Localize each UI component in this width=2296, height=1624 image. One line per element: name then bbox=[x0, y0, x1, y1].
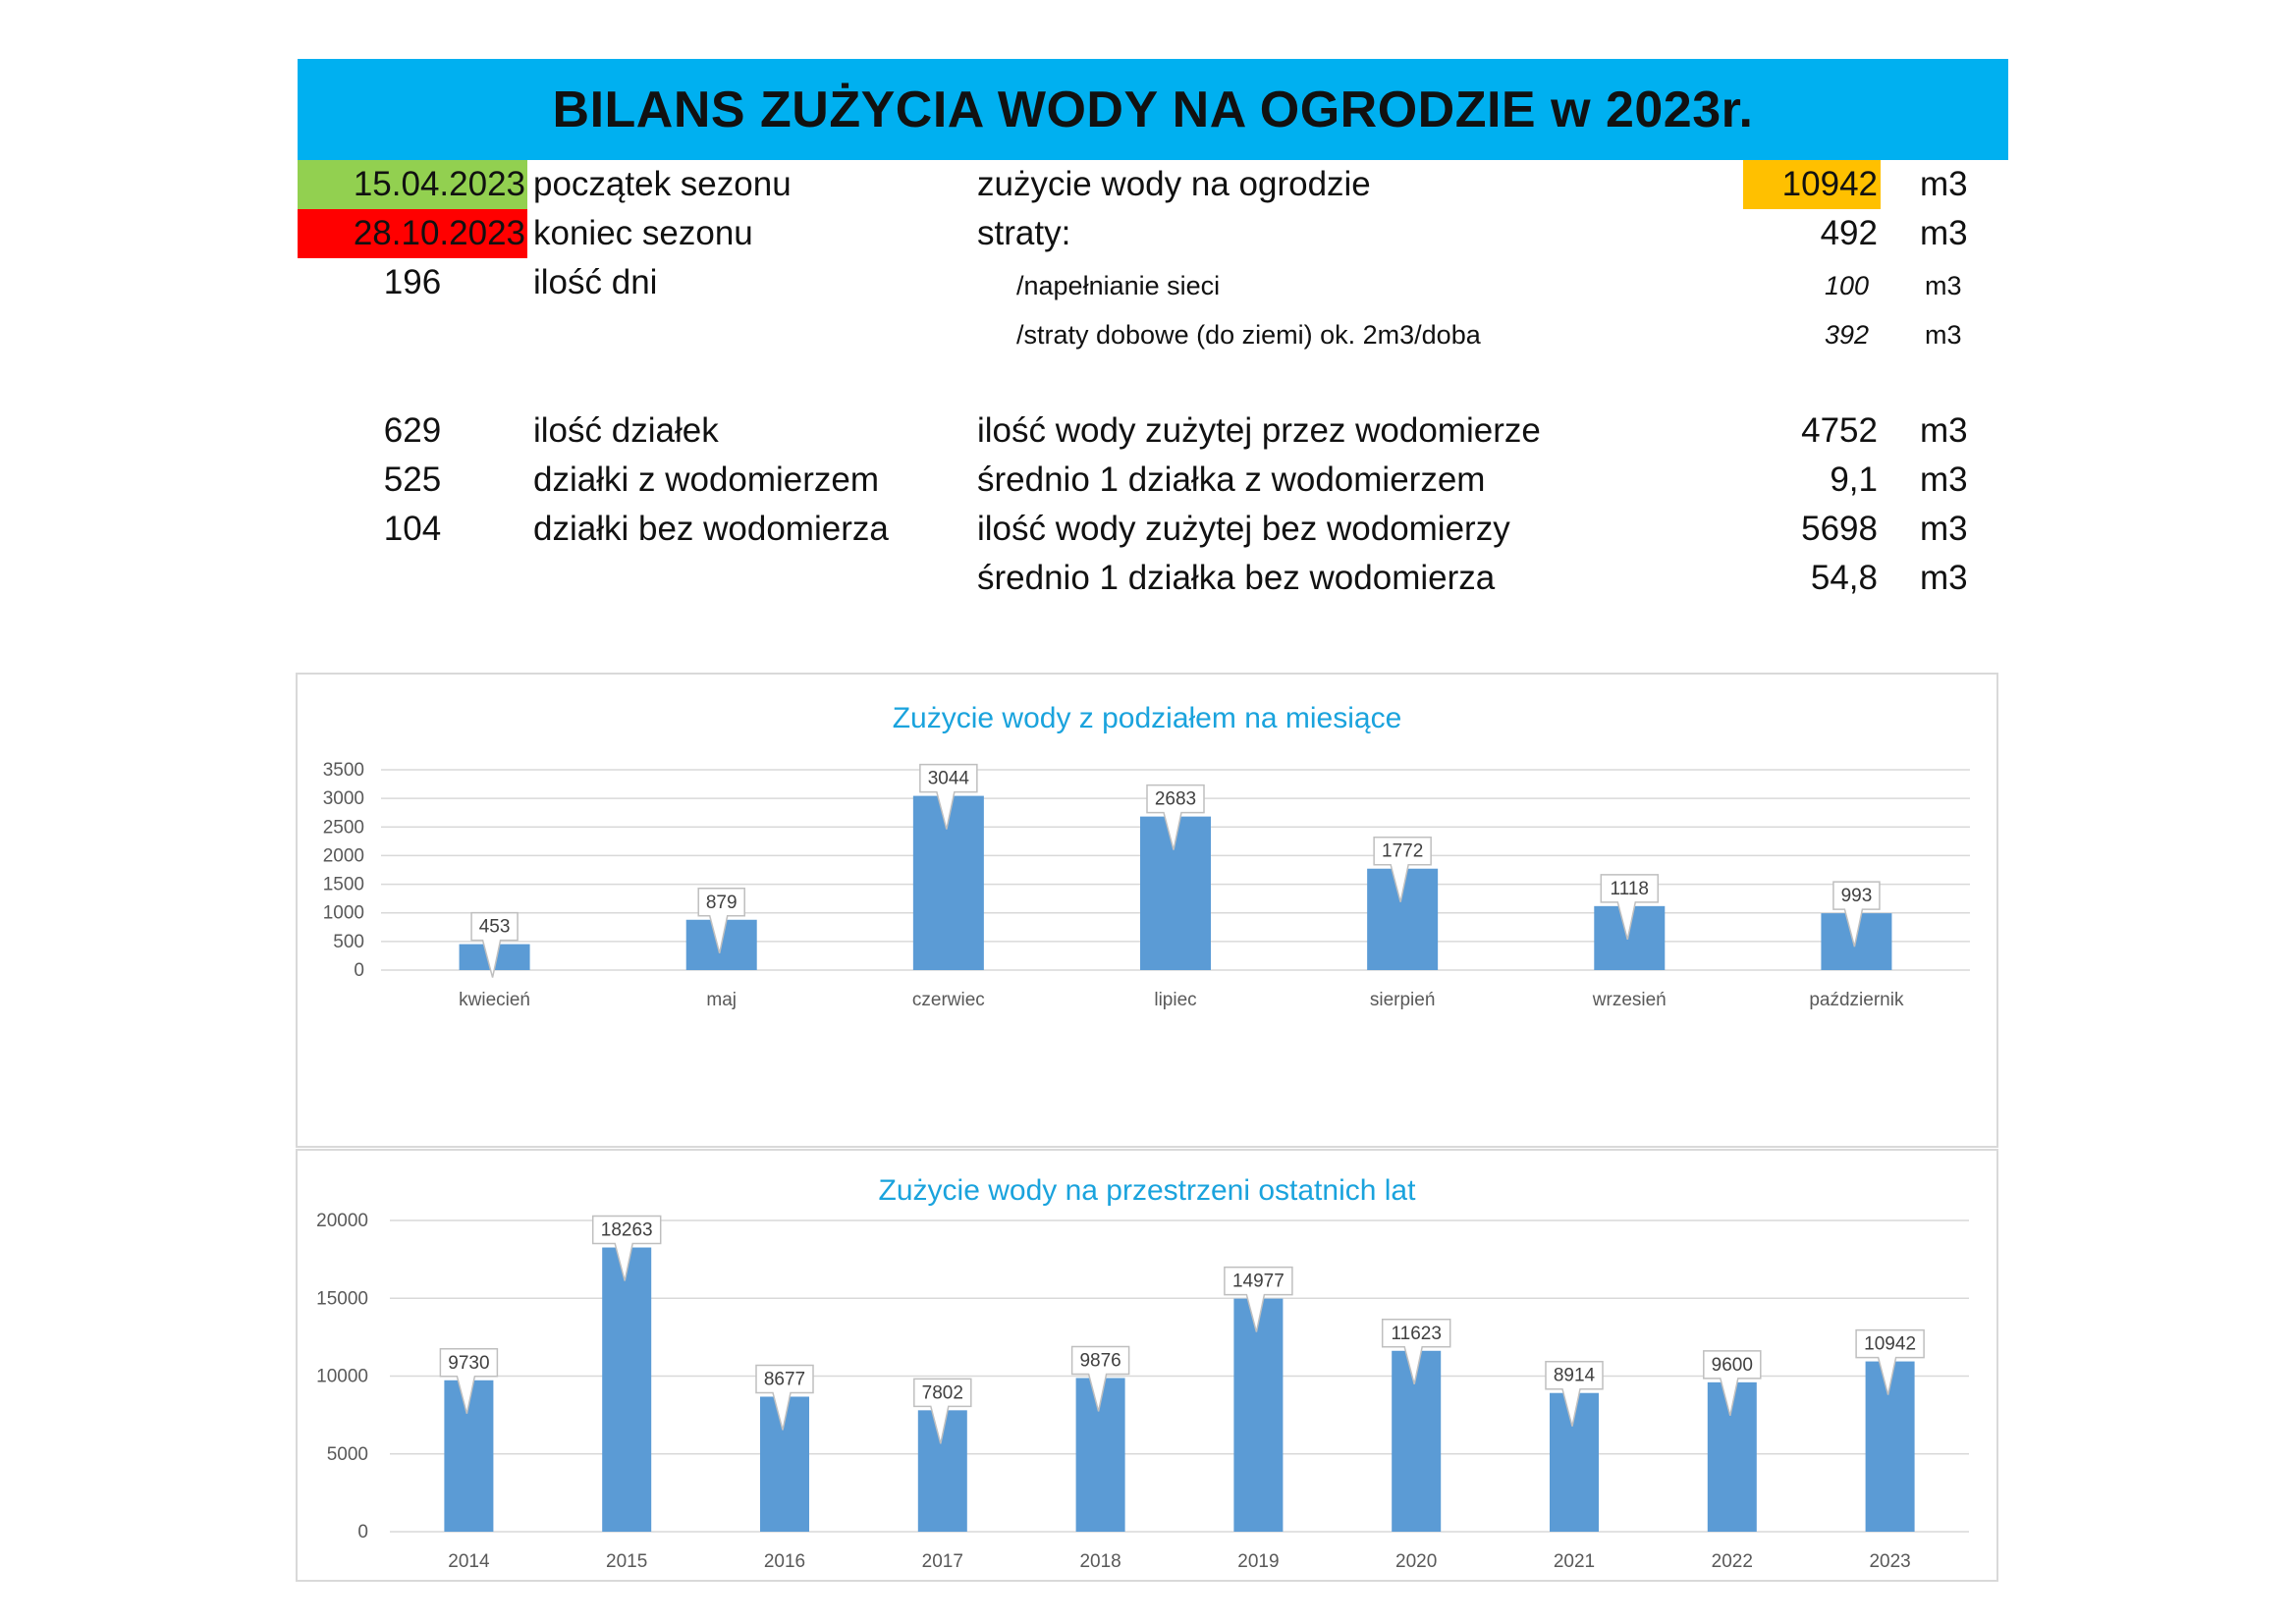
yearly-chart-data-label: 9730 bbox=[448, 1352, 490, 1374]
metered-plots-value: 525 bbox=[383, 460, 442, 499]
page-title: BILANS ZUŻYCIA WODY NA OGRODZIE w 2023r. bbox=[552, 81, 1754, 138]
network-fill-unit: m3 bbox=[1925, 271, 1962, 300]
monthly-chart-data-label: 3044 bbox=[927, 768, 969, 789]
days-value: 196 bbox=[383, 263, 442, 301]
yearly-chart-y-tick: 15000 bbox=[316, 1288, 368, 1310]
garden-usage-unit: m3 bbox=[1920, 165, 1968, 203]
yearly-chart-data-label: 7802 bbox=[921, 1382, 963, 1404]
season-end-label: koniec sezonu bbox=[533, 214, 753, 252]
unmetered-usage-unit: m3 bbox=[1920, 510, 1968, 548]
avg-unmetered-label: średnio 1 działka bez wodomierza bbox=[977, 559, 1496, 597]
unmetered-usage-value: 5698 bbox=[1801, 510, 1878, 548]
daily-losses-value: 392 bbox=[1824, 320, 1869, 350]
metered-usage-value: 4752 bbox=[1801, 411, 1878, 450]
monthly-chart-y-tick: 1000 bbox=[322, 902, 364, 924]
metered-usage-unit: m3 bbox=[1920, 411, 1968, 450]
yearly-chart-x-tick: 2020 bbox=[1395, 1551, 1438, 1572]
monthly-chart-x-tick: sierpień bbox=[1369, 990, 1436, 1010]
monthly-usage-chart-svg bbox=[298, 675, 1996, 1146]
monthly-chart-y-tick: 2000 bbox=[322, 845, 364, 867]
days-label: ilość dni bbox=[533, 263, 658, 301]
yearly-chart-y-tick: 5000 bbox=[326, 1443, 368, 1465]
monthly-chart-title: Zużycie wody z podziałem na miesiące bbox=[892, 702, 1402, 734]
yearly-chart-x-tick: 2018 bbox=[1079, 1551, 1121, 1572]
losses-label: straty: bbox=[977, 214, 1071, 252]
avg-unmetered-unit: m3 bbox=[1920, 559, 1968, 597]
avg-metered-value: 9,1 bbox=[1830, 460, 1878, 499]
monthly-usage-chart bbox=[296, 673, 1998, 1148]
yearly-chart-y-tick: 20000 bbox=[316, 1211, 368, 1231]
monthly-chart-data-label: 453 bbox=[478, 916, 511, 938]
yearly-chart-data-label: 11623 bbox=[1391, 1323, 1442, 1344]
season-start-label: początek sezonu bbox=[533, 165, 792, 203]
monthly-chart-x-tick: wrzesień bbox=[1592, 990, 1667, 1010]
network-fill-value: 100 bbox=[1824, 271, 1869, 300]
avg-metered-label: średnio 1 działka z wodomierzem bbox=[977, 460, 1486, 499]
yearly-chart-data-label: 8677 bbox=[763, 1369, 806, 1390]
season-start-date: 15.04.2023 bbox=[298, 160, 527, 209]
title-banner bbox=[298, 59, 2008, 160]
avg-unmetered-value: 54,8 bbox=[1810, 559, 1878, 597]
plots-count-label: ilość działek bbox=[533, 411, 719, 450]
yearly-chart-x-tick: 2016 bbox=[763, 1551, 806, 1572]
yearly-chart-data-label: 14977 bbox=[1231, 1271, 1285, 1292]
unmetered-usage-label: ilość wody zużytej bez wodomierzy bbox=[977, 510, 1510, 548]
monthly-chart-y-tick: 3500 bbox=[322, 760, 364, 781]
yearly-chart-data-label: 9600 bbox=[1711, 1354, 1753, 1376]
metered-plots-label: działki z wodomierzem bbox=[533, 460, 880, 499]
monthly-chart-y-tick: 1500 bbox=[322, 874, 364, 895]
yearly-chart-y-tick: 10000 bbox=[316, 1366, 368, 1387]
monthly-chart-data-label: 993 bbox=[1840, 886, 1873, 907]
yearly-chart-x-tick: 2021 bbox=[1553, 1551, 1596, 1572]
unmetered-plots-value: 104 bbox=[383, 510, 442, 548]
daily-losses-label: /straty dobowe (do ziemi) ok. 2m3/doba bbox=[1016, 320, 1481, 350]
yearly-chart-y-tick: 0 bbox=[357, 1522, 368, 1543]
avg-metered-unit: m3 bbox=[1920, 460, 1968, 499]
yearly-chart-bar bbox=[602, 1248, 651, 1532]
monthly-chart-y-tick: 3000 bbox=[322, 788, 364, 810]
yearly-chart-x-tick: 2022 bbox=[1711, 1551, 1753, 1572]
monthly-chart-y-tick: 2500 bbox=[322, 817, 364, 839]
monthly-chart-x-tick: lipiec bbox=[1154, 990, 1197, 1010]
monthly-chart-x-tick: kwiecień bbox=[459, 990, 531, 1010]
network-fill-label: /napełnianie sieci bbox=[1016, 271, 1221, 300]
monthly-chart-data-label: 1772 bbox=[1382, 840, 1424, 862]
plots-count-value: 629 bbox=[383, 411, 442, 450]
yearly-usage-chart bbox=[296, 1149, 1998, 1582]
yearly-chart-x-tick: 2014 bbox=[448, 1551, 490, 1572]
yearly-chart-x-tick: 2017 bbox=[921, 1551, 963, 1572]
monthly-chart-x-tick: maj bbox=[706, 990, 738, 1010]
yearly-chart-title: Zużycie wody na przestrzeni ostatnich lat bbox=[878, 1174, 1416, 1207]
season-end-date: 28.10.2023 bbox=[298, 209, 527, 258]
yearly-chart-data-label: 10942 bbox=[1864, 1333, 1917, 1355]
daily-losses-unit: m3 bbox=[1925, 320, 1962, 350]
monthly-chart-x-tick: czerwiec bbox=[911, 990, 985, 1010]
garden-usage-value: 10942 bbox=[1743, 160, 1881, 209]
garden-usage-label: zużycie wody na ogrodzie bbox=[977, 165, 1371, 203]
yearly-usage-chart-svg bbox=[298, 1151, 1996, 1580]
yearly-chart-x-tick: 2019 bbox=[1237, 1551, 1280, 1572]
monthly-chart-data-label: 1118 bbox=[1610, 878, 1650, 899]
metered-usage-label: ilość wody zużytej przez wodomierze bbox=[977, 411, 1541, 450]
yearly-chart-data-label: 9876 bbox=[1079, 1350, 1121, 1372]
monthly-chart-data-label: 879 bbox=[705, 892, 738, 913]
monthly-chart-y-tick: 500 bbox=[333, 931, 364, 952]
monthly-chart-y-tick: 0 bbox=[354, 960, 364, 981]
yearly-chart-x-tick: 2015 bbox=[606, 1551, 648, 1572]
losses-unit: m3 bbox=[1920, 214, 1968, 252]
unmetered-plots-label: działki bez wodomierza bbox=[533, 510, 889, 548]
yearly-chart-data-label: 18263 bbox=[600, 1219, 653, 1241]
monthly-chart-data-label: 2683 bbox=[1154, 788, 1197, 810]
monthly-chart-x-tick: październik bbox=[1809, 990, 1904, 1010]
yearly-chart-x-tick: 2023 bbox=[1869, 1551, 1911, 1572]
yearly-chart-bar bbox=[1233, 1299, 1283, 1532]
losses-value: 492 bbox=[1820, 214, 1878, 252]
yearly-chart-data-label: 8914 bbox=[1553, 1365, 1596, 1386]
